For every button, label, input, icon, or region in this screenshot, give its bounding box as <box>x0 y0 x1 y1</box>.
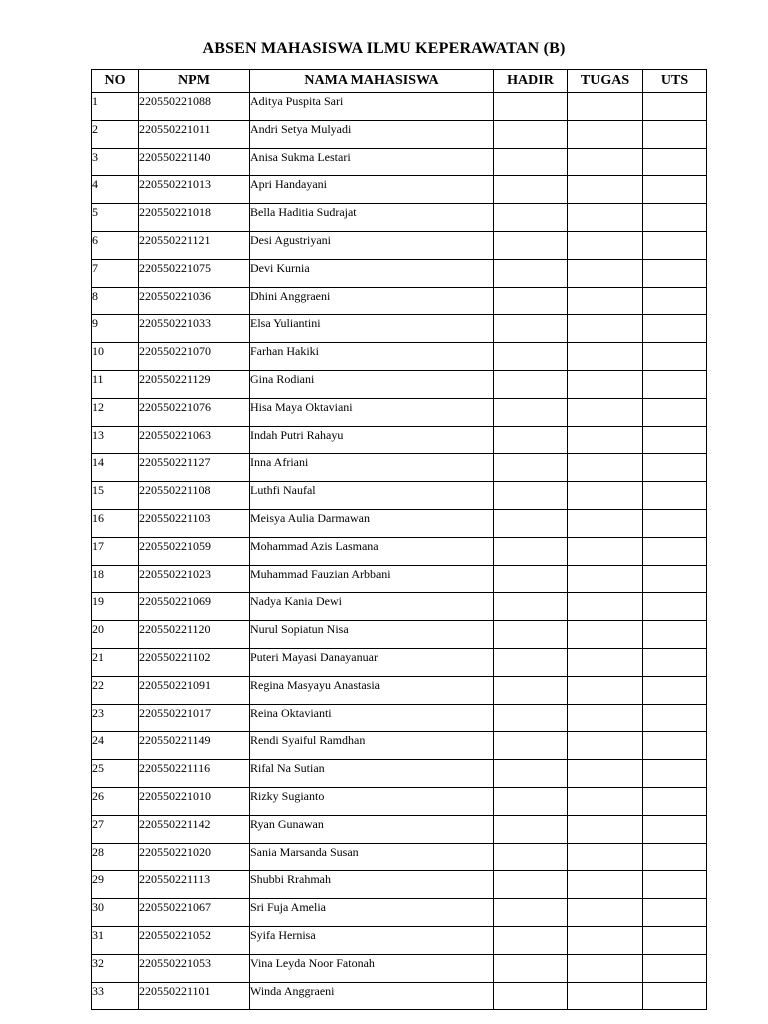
row-tugas-cell[interactable] <box>568 120 643 148</box>
row-tugas-cell[interactable] <box>568 954 643 982</box>
row-hadir-cell[interactable] <box>494 148 568 176</box>
row-npm: 220550221023 <box>139 565 250 593</box>
row-tugas-cell[interactable] <box>568 231 643 259</box>
row-tugas-cell[interactable] <box>568 398 643 426</box>
row-tugas-cell[interactable] <box>568 787 643 815</box>
table-row <box>92 621 707 649</box>
table-row <box>92 315 707 343</box>
row-hadir-cell[interactable] <box>494 287 568 315</box>
table-row <box>92 676 707 704</box>
row-nama: Syifa Hernisa <box>250 926 494 954</box>
row-nama: Apri Handayani <box>250 176 494 204</box>
row-nama: Dhini Anggraeni <box>250 287 494 315</box>
row-npm: 220550221121 <box>139 231 250 259</box>
row-hadir-cell[interactable] <box>494 565 568 593</box>
header-uts: UTS <box>643 70 707 93</box>
row-uts-cell[interactable] <box>643 176 707 204</box>
row-hadir-cell[interactable] <box>494 259 568 287</box>
row-hadir-cell[interactable] <box>494 704 568 732</box>
row-uts-cell[interactable] <box>643 565 707 593</box>
table-header <box>92 70 707 93</box>
row-npm: 220550221011 <box>139 120 250 148</box>
row-npm: 220550221120 <box>139 621 250 649</box>
row-uts-cell[interactable] <box>643 732 707 760</box>
row-uts-cell[interactable] <box>643 787 707 815</box>
row-tugas-cell[interactable] <box>568 732 643 760</box>
row-npm: 220550221020 <box>139 843 250 871</box>
row-nama: Indah Putri Rahayu <box>250 426 494 454</box>
row-nama: Muhammad Fauzian Arbbani <box>250 565 494 593</box>
row-uts-cell[interactable] <box>643 454 707 482</box>
row-npm: 220550221127 <box>139 454 250 482</box>
row-uts-cell[interactable] <box>643 982 707 1010</box>
row-npm: 220550221149 <box>139 732 250 760</box>
header-no: NO <box>92 70 139 93</box>
row-npm: 220550221033 <box>139 315 250 343</box>
table-row <box>92 482 707 510</box>
row-hadir-cell[interactable] <box>494 593 568 621</box>
row-no: 26 <box>92 787 139 815</box>
row-tugas-cell[interactable] <box>568 343 643 371</box>
row-no: 23 <box>92 704 139 732</box>
row-npm: 220550221036 <box>139 287 250 315</box>
row-nama: Farhan Hakiki <box>250 343 494 371</box>
table-row <box>92 343 707 371</box>
row-hadir-cell[interactable] <box>494 815 568 843</box>
row-nama: Gina Rodiani <box>250 370 494 398</box>
row-uts-cell[interactable] <box>643 370 707 398</box>
table-row <box>92 398 707 426</box>
table-row <box>92 704 707 732</box>
row-uts-cell[interactable] <box>643 315 707 343</box>
row-nama: Nurul Sopiatun Nisa <box>250 621 494 649</box>
row-uts-cell[interactable] <box>643 593 707 621</box>
row-hadir-cell[interactable] <box>494 231 568 259</box>
header-npm: NPM <box>139 70 250 93</box>
row-uts-cell[interactable] <box>643 287 707 315</box>
header-row <box>92 70 707 93</box>
row-nama: Rizky Sugianto <box>250 787 494 815</box>
row-nama: Elsa Yuliantini <box>250 315 494 343</box>
row-no: 30 <box>92 899 139 927</box>
row-hadir-cell[interactable] <box>494 204 568 232</box>
row-tugas-cell[interactable] <box>568 315 643 343</box>
table-row <box>92 537 707 565</box>
row-tugas-cell[interactable] <box>568 648 643 676</box>
row-no: 25 <box>92 760 139 788</box>
table-row <box>92 982 707 1010</box>
row-hadir-cell[interactable] <box>494 482 568 510</box>
row-tugas-cell[interactable] <box>568 204 643 232</box>
row-uts-cell[interactable] <box>643 231 707 259</box>
table-row <box>92 954 707 982</box>
row-tugas-cell[interactable] <box>568 815 643 843</box>
row-tugas-cell[interactable] <box>568 843 643 871</box>
row-uts-cell[interactable] <box>643 93 707 121</box>
row-hadir-cell[interactable] <box>494 899 568 927</box>
header-nama: NAMA MAHASISWA <box>250 70 494 93</box>
row-npm: 220550221091 <box>139 676 250 704</box>
row-nama: Mohammad Azis Lasmana <box>250 537 494 565</box>
row-uts-cell[interactable] <box>643 704 707 732</box>
row-npm: 220550221088 <box>139 93 250 121</box>
row-npm: 220550221113 <box>139 871 250 899</box>
row-no: 27 <box>92 815 139 843</box>
row-npm: 220550221010 <box>139 787 250 815</box>
table-row <box>92 787 707 815</box>
row-npm: 220550221018 <box>139 204 250 232</box>
row-hadir-cell[interactable] <box>494 648 568 676</box>
row-nama: Puteri Mayasi Danayanuar <box>250 648 494 676</box>
row-hadir-cell[interactable] <box>494 732 568 760</box>
row-no: 33 <box>92 982 139 1010</box>
row-nama: Ryan Gunawan <box>250 815 494 843</box>
row-nama: Sania Marsanda Susan <box>250 843 494 871</box>
row-no: 19 <box>92 593 139 621</box>
row-nama: Rifal Na Sutian <box>250 760 494 788</box>
row-no: 14 <box>92 454 139 482</box>
table-row <box>92 565 707 593</box>
row-tugas-cell[interactable] <box>568 676 643 704</box>
table-row <box>92 231 707 259</box>
table-row <box>92 426 707 454</box>
row-hadir-cell[interactable] <box>494 176 568 204</box>
row-nama: Inna Afriani <box>250 454 494 482</box>
row-tugas-cell[interactable] <box>568 565 643 593</box>
row-hadir-cell[interactable] <box>494 120 568 148</box>
row-uts-cell[interactable] <box>643 676 707 704</box>
row-uts-cell[interactable] <box>643 343 707 371</box>
row-uts-cell[interactable] <box>643 760 707 788</box>
row-tugas-cell[interactable] <box>568 621 643 649</box>
row-tugas-cell[interactable] <box>568 509 643 537</box>
row-uts-cell[interactable] <box>643 482 707 510</box>
row-no: 7 <box>92 259 139 287</box>
row-npm: 220550221140 <box>139 148 250 176</box>
row-no: 24 <box>92 732 139 760</box>
table-row <box>92 176 707 204</box>
row-nama: Regina Masyayu Anastasia <box>250 676 494 704</box>
row-nama: Winda Anggraeni <box>250 982 494 1010</box>
row-nama: Luthfi Naufal <box>250 482 494 510</box>
row-nama: Aditya Puspita Sari <box>250 93 494 121</box>
row-hadir-cell[interactable] <box>494 760 568 788</box>
table-row <box>92 509 707 537</box>
row-npm: 220550221063 <box>139 426 250 454</box>
row-no: 16 <box>92 509 139 537</box>
row-hadir-cell[interactable] <box>494 398 568 426</box>
row-npm: 220550221013 <box>139 176 250 204</box>
row-nama: Andri Setya Mulyadi <box>250 120 494 148</box>
row-no: 20 <box>92 621 139 649</box>
row-uts-cell[interactable] <box>643 871 707 899</box>
row-tugas-cell[interactable] <box>568 426 643 454</box>
row-tugas-cell[interactable] <box>568 287 643 315</box>
row-hadir-cell[interactable] <box>494 370 568 398</box>
row-tugas-cell[interactable] <box>568 259 643 287</box>
row-npm: 220550221059 <box>139 537 250 565</box>
row-uts-cell[interactable] <box>643 621 707 649</box>
row-nama: Meisya Aulia Darmawan <box>250 509 494 537</box>
row-npm: 220550221067 <box>139 899 250 927</box>
page-title: ABSEN MAHASISWA ILMU KEPERAWATAN (B) <box>202 40 566 57</box>
row-uts-cell[interactable] <box>643 926 707 954</box>
row-no: 15 <box>92 482 139 510</box>
row-uts-cell[interactable] <box>643 509 707 537</box>
row-uts-cell[interactable] <box>643 954 707 982</box>
table-row <box>92 926 707 954</box>
row-no: 3 <box>92 148 139 176</box>
row-nama: Nadya Kania Dewi <box>250 593 494 621</box>
table-row <box>92 843 707 871</box>
row-no: 21 <box>92 648 139 676</box>
table-row <box>92 760 707 788</box>
row-no: 29 <box>92 871 139 899</box>
row-npm: 220550221017 <box>139 704 250 732</box>
row-npm: 220550221053 <box>139 954 250 982</box>
table-row <box>92 120 707 148</box>
row-uts-cell[interactable] <box>643 843 707 871</box>
row-no: 12 <box>92 398 139 426</box>
table-row <box>92 899 707 927</box>
row-hadir-cell[interactable] <box>494 426 568 454</box>
row-uts-cell[interactable] <box>643 148 707 176</box>
table-row <box>92 259 707 287</box>
row-tugas-cell[interactable] <box>568 899 643 927</box>
row-hadir-cell[interactable] <box>494 676 568 704</box>
row-no: 6 <box>92 231 139 259</box>
row-tugas-cell[interactable] <box>568 454 643 482</box>
row-tugas-cell[interactable] <box>568 176 643 204</box>
row-tugas-cell[interactable] <box>568 148 643 176</box>
row-hadir-cell[interactable] <box>494 343 568 371</box>
row-hadir-cell[interactable] <box>494 982 568 1010</box>
row-no: 11 <box>92 370 139 398</box>
row-tugas-cell[interactable] <box>568 593 643 621</box>
row-npm: 220550221116 <box>139 760 250 788</box>
row-tugas-cell[interactable] <box>568 537 643 565</box>
row-npm: 220550221103 <box>139 509 250 537</box>
row-no: 2 <box>92 120 139 148</box>
row-nama: Rendi Syaiful Ramdhan <box>250 732 494 760</box>
row-nama: Hisa Maya Oktaviani <box>250 398 494 426</box>
row-no: 22 <box>92 676 139 704</box>
row-hadir-cell[interactable] <box>494 621 568 649</box>
table-row <box>92 648 707 676</box>
table-body <box>92 93 707 1010</box>
table-row <box>92 93 707 121</box>
row-tugas-cell[interactable] <box>568 926 643 954</box>
row-no: 28 <box>92 843 139 871</box>
row-no: 31 <box>92 926 139 954</box>
row-npm: 220550221129 <box>139 370 250 398</box>
row-no: 1 <box>92 93 139 121</box>
row-npm: 220550221052 <box>139 926 250 954</box>
row-tugas-cell[interactable] <box>568 370 643 398</box>
row-nama: Shubbi Rrahmah <box>250 871 494 899</box>
row-npm: 220550221075 <box>139 259 250 287</box>
table-row <box>92 148 707 176</box>
row-nama: Bella Haditia Sudrajat <box>250 204 494 232</box>
row-hadir-cell[interactable] <box>494 843 568 871</box>
row-npm: 220550221076 <box>139 398 250 426</box>
table-row <box>92 204 707 232</box>
table-row <box>92 732 707 760</box>
row-hadir-cell[interactable] <box>494 454 568 482</box>
row-npm: 220550221069 <box>139 593 250 621</box>
row-uts-cell[interactable] <box>643 204 707 232</box>
row-no: 5 <box>92 204 139 232</box>
row-no: 8 <box>92 287 139 315</box>
row-npm: 220550221142 <box>139 815 250 843</box>
table-row <box>92 815 707 843</box>
row-uts-cell[interactable] <box>643 398 707 426</box>
row-hadir-cell[interactable] <box>494 315 568 343</box>
row-uts-cell[interactable] <box>643 537 707 565</box>
row-hadir-cell[interactable] <box>494 954 568 982</box>
row-uts-cell[interactable] <box>643 259 707 287</box>
table-row <box>92 454 707 482</box>
row-nama: Anisa Sukma Lestari <box>250 148 494 176</box>
row-hadir-cell[interactable] <box>494 926 568 954</box>
row-uts-cell[interactable] <box>643 120 707 148</box>
table-row <box>92 871 707 899</box>
attendance-table <box>91 69 707 1010</box>
row-tugas-cell[interactable] <box>568 982 643 1010</box>
table-row <box>92 287 707 315</box>
row-npm: 220550221102 <box>139 648 250 676</box>
header-hadir: HADIR <box>494 70 568 93</box>
row-hadir-cell[interactable] <box>494 537 568 565</box>
table-row <box>92 593 707 621</box>
row-npm: 220550221101 <box>139 982 250 1010</box>
row-no: 9 <box>92 315 139 343</box>
header-tugas: TUGAS <box>568 70 643 93</box>
row-npm: 220550221108 <box>139 482 250 510</box>
row-uts-cell[interactable] <box>643 426 707 454</box>
row-no: 32 <box>92 954 139 982</box>
row-no: 17 <box>92 537 139 565</box>
row-uts-cell[interactable] <box>643 899 707 927</box>
row-hadir-cell[interactable] <box>494 93 568 121</box>
row-tugas-cell[interactable] <box>568 482 643 510</box>
row-tugas-cell[interactable] <box>568 871 643 899</box>
row-nama: Desi Agustriyani <box>250 231 494 259</box>
row-uts-cell[interactable] <box>643 648 707 676</box>
table-row <box>92 370 707 398</box>
row-no: 13 <box>92 426 139 454</box>
row-hadir-cell[interactable] <box>494 787 568 815</box>
row-nama: Devi Kurnia <box>250 259 494 287</box>
row-tugas-cell[interactable] <box>568 704 643 732</box>
row-tugas-cell[interactable] <box>568 93 643 121</box>
row-hadir-cell[interactable] <box>494 871 568 899</box>
row-tugas-cell[interactable] <box>568 760 643 788</box>
row-nama: Vina Leyda Noor Fatonah <box>250 954 494 982</box>
row-npm: 220550221070 <box>139 343 250 371</box>
row-uts-cell[interactable] <box>643 815 707 843</box>
row-no: 10 <box>92 343 139 371</box>
row-hadir-cell[interactable] <box>494 509 568 537</box>
row-nama: Sri Fuja Amelia <box>250 899 494 927</box>
row-no: 4 <box>92 176 139 204</box>
row-no: 18 <box>92 565 139 593</box>
row-nama: Reina Oktavianti <box>250 704 494 732</box>
